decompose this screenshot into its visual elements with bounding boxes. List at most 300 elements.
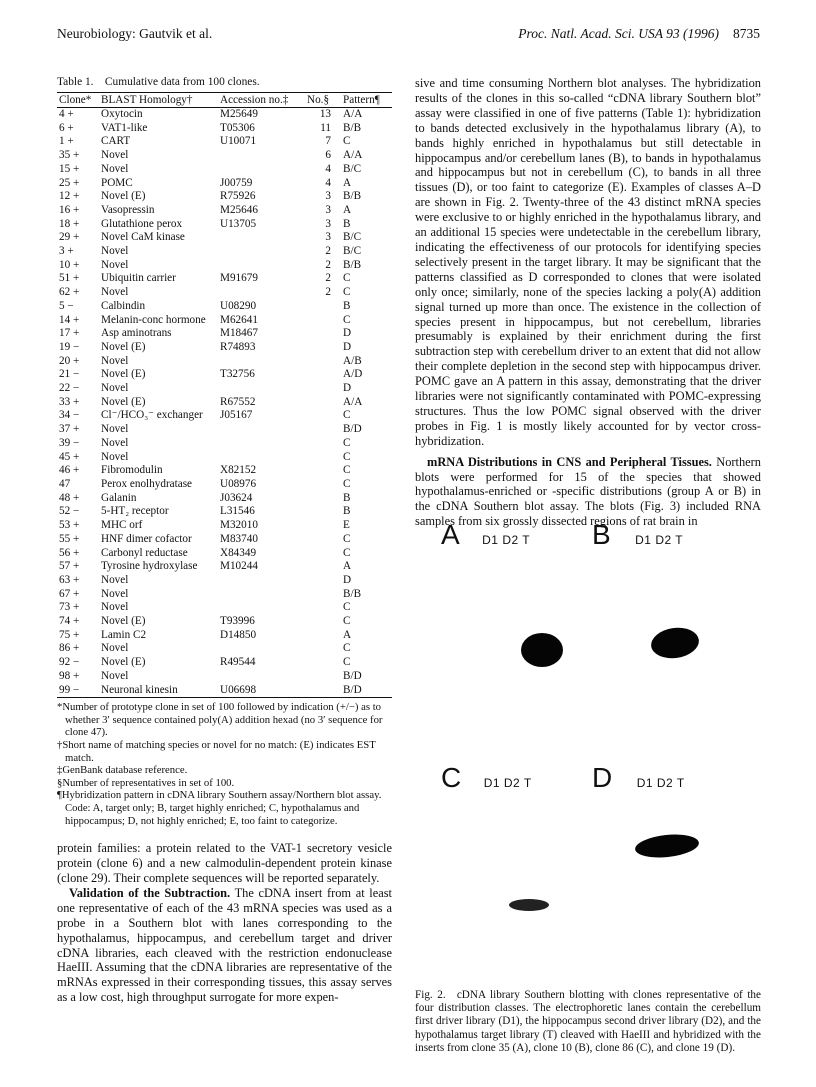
footnote: ¶Hybridization pattern in cDNA library Southern assay/Northern blot assay. Code: A, target only; B, target highly enriched; C, hypothalamus and hippocampus; D, not highly enriched; E, too faint to categorize. (57, 789, 382, 827)
cell-homology: Novel (E) (101, 656, 146, 669)
col-header-pattern: Pattern¶ (333, 93, 392, 108)
cell-accession: R49544 (220, 656, 256, 669)
cell-clone: 14 + (59, 313, 80, 326)
table-row (57, 108, 392, 122)
table-row (57, 231, 392, 245)
cell-homology: HNF dimer cofactor (101, 532, 192, 545)
cell-clone: 74 + (59, 615, 80, 628)
section-heading: Validation of the Subtraction. (69, 885, 231, 900)
cell-clone: 17 + (59, 327, 80, 340)
cell-accession: M25646 (220, 203, 258, 216)
cell-homology: Novel (101, 149, 129, 162)
cell-accession: J05167 (220, 409, 253, 422)
cell-homology: Vasopressin (101, 203, 155, 216)
cell-accession: M32010 (220, 519, 258, 532)
cell-homology: Novel (101, 642, 129, 655)
cell-number: 4 (325, 162, 331, 175)
cell-homology: 5-HT₂ receptor (101, 505, 169, 518)
cell-homology: Melanin-conc hormone (101, 313, 206, 326)
table-row (57, 396, 392, 410)
cell-clone: 48 + (59, 491, 80, 504)
cell-pattern: B/B (343, 190, 362, 203)
cell-pattern: C (343, 532, 351, 545)
panel-letter: D (592, 762, 613, 793)
cell-clone: 57 + (59, 560, 80, 573)
cell-homology: Novel (E) (101, 190, 146, 203)
table-row (57, 519, 392, 533)
cell-homology: Novel (101, 258, 129, 271)
table-row (57, 286, 392, 300)
paragraph: protein families: a protein related to the VAT-1 secretory vesicle protein (clone 6) and a new calmodulin-dependent protein kinase (clone 29). Their complete sequences will be reported separately. (57, 841, 392, 885)
table-row (57, 272, 392, 286)
cell-homology: Novel (101, 162, 129, 175)
cell-accession: U08290 (220, 299, 257, 312)
cell-pattern: D (343, 382, 352, 395)
band-b-target (649, 625, 701, 661)
cell-number (305, 574, 333, 588)
cell-clone: 86 + (59, 642, 80, 655)
section-heading: mRNA Distributions in CNS and Peripheral Tissues. (427, 454, 712, 469)
cell-number (305, 560, 333, 574)
cell-accession (218, 574, 305, 588)
cell-number (305, 642, 333, 656)
lane-labels: D1 D2 T (635, 533, 684, 547)
cell-accession: M91679 (220, 272, 258, 285)
cell-homology: CART (101, 135, 131, 148)
cell-clone: 45 + (59, 450, 80, 463)
cell-number (305, 451, 333, 465)
cell-accession (218, 437, 305, 451)
cell-clone: 4 + (59, 108, 74, 120)
cell-number: 3 (325, 231, 331, 244)
cell-accession: M25649 (220, 108, 258, 120)
cell-number (305, 355, 333, 369)
left-body-text (57, 841, 392, 1005)
panel-letter: A (441, 519, 460, 550)
cell-pattern: D (343, 327, 352, 340)
table-row (57, 341, 392, 355)
cell-pattern: D (343, 340, 352, 353)
cell-clone: 73 + (59, 601, 80, 614)
cell-clone: 16 + (59, 203, 80, 216)
cell-clone: 47 (59, 477, 71, 490)
cell-clone: 67 + (59, 587, 80, 600)
cell-homology: Neuronal kinesin (99, 684, 218, 698)
cell-homology: Tyrosine hydroxylase (101, 560, 198, 573)
cell-number (305, 341, 333, 355)
table-row (57, 177, 392, 191)
table-row (57, 560, 392, 574)
cell-homology: Novel (101, 286, 129, 299)
cell-accession: R75926 (220, 190, 256, 203)
cell-number: 2 (325, 245, 331, 258)
cell-accession: T32756 (220, 368, 255, 381)
cell-accession (218, 601, 305, 615)
table-row (57, 149, 392, 163)
table-row (57, 437, 392, 451)
cell-homology: Lamin C2 (101, 628, 147, 641)
cell-accession: R74893 (220, 340, 256, 353)
cell-accession: U08976 (220, 477, 257, 490)
cell-homology: Carbonyl reductase (101, 546, 188, 559)
cell-pattern: A/A (343, 149, 363, 162)
cell-number: 3 (325, 190, 331, 203)
cell-number (305, 615, 333, 629)
cell-homology: Oxytocin (101, 108, 143, 120)
cell-accession (218, 259, 305, 273)
cell-number (305, 409, 333, 423)
cell-clone: 15 + (59, 162, 80, 175)
cell-homology: Novel (101, 382, 129, 395)
cell-homology: Fibromodulin (101, 464, 163, 477)
cell-number: 6 (325, 149, 331, 162)
cell-accession: D14850 (220, 628, 257, 641)
table-row (57, 163, 392, 177)
cell-clone: 46 + (59, 464, 80, 477)
cell-pattern: C (343, 272, 351, 285)
cell-number (305, 519, 333, 533)
cell-accession (218, 245, 305, 259)
cell-number (305, 464, 333, 478)
paragraph: mRNA Distributions in CNS and Peripheral Tissues. Northern blots were performed for 15 of the species that showed hypothalamus-enriched or -specific distributions (group A or B) in the cDNA Southern blot assay. The blots (Fig. 3) included RNA samples from six grossly dissected regions of rat brain in (415, 454, 761, 529)
cell-accession: R67552 (220, 395, 256, 408)
cell-number (305, 547, 333, 561)
panel-letter: B (592, 519, 611, 550)
right-body-text (415, 76, 761, 529)
cell-clone: 5 − (59, 299, 74, 312)
figure-caption: Fig. 2. cDNA library Southern blotting with clones representative of the four distribution classes. The electrophoretic lanes contain the cerebellum first driver library (D1), the hippocampus second driver library (D2), and the hypothalamus target library (T) cleaved with HaeIII and hybridized with the inserts from clone 35 (A), clone 10 (B), clone 86 (C), and clone 19 (D). (415, 989, 761, 1054)
cell-homology: VAT1-like (101, 121, 148, 134)
cell-pattern: C (343, 615, 351, 628)
cell-clone: 25 + (59, 176, 80, 189)
cell-number: 3 (325, 217, 331, 230)
cell-accession: U13705 (220, 217, 257, 230)
cell-number (305, 533, 333, 547)
cell-accession (218, 355, 305, 369)
cell-clone: 12 + (59, 190, 80, 203)
table-row (57, 423, 392, 437)
right-column (415, 76, 761, 529)
cell-accession (218, 163, 305, 177)
cell-pattern: A/B (343, 354, 362, 367)
table-row (57, 492, 392, 506)
band-c (509, 899, 549, 911)
lane-labels: D1 D2 T (482, 533, 531, 547)
cell-clone: 6 + (59, 121, 74, 134)
cell-pattern: C (343, 601, 351, 614)
cell-accession: M10244 (220, 560, 258, 573)
table-row (57, 122, 392, 136)
cell-number (305, 588, 333, 602)
cell-pattern: C (343, 450, 351, 463)
cell-clone: 99 − (57, 684, 99, 698)
cell-pattern: B/B (343, 258, 362, 271)
panel-a (441, 519, 530, 551)
cell-pattern: C (343, 286, 351, 299)
cell-number (305, 629, 333, 643)
cell-pattern: B/C (343, 162, 362, 175)
cell-homology: MHC orf (101, 519, 143, 532)
table-row (57, 588, 392, 602)
cell-clone: 19 − (59, 340, 80, 353)
cell-homology: Novel (101, 354, 129, 367)
footnote: §Number of representatives in set of 100. (57, 776, 235, 789)
cell-accession: M62641 (220, 313, 258, 326)
cell-number: 13 (319, 108, 331, 120)
cell-clone: 62 + (59, 286, 80, 299)
cell-pattern: A/A (343, 395, 363, 408)
cell-homology: Asp aminotrans (101, 327, 172, 340)
cell-accession (218, 642, 305, 656)
cell-accession: M83740 (220, 532, 258, 545)
cell-pattern: B (343, 491, 351, 504)
cell-number: 7 (325, 135, 331, 148)
table-caption: Table 1. Cumulative data from 100 clones. (57, 76, 260, 88)
cell-clone: 55 + (59, 532, 80, 545)
cell-pattern: E (343, 519, 350, 532)
cell-number (305, 601, 333, 615)
cell-number (305, 684, 333, 698)
band-a-target (521, 633, 563, 667)
cell-homology: Perox enolhydratase (101, 477, 193, 490)
cell-clone: 29 + (59, 231, 80, 244)
table-row (57, 547, 392, 561)
col-header-homology: BLAST Homology† (99, 93, 218, 108)
panel-b (592, 519, 683, 551)
running-head: Neurobiology: Gautvik et al. (57, 26, 213, 41)
cell-number (305, 314, 333, 328)
cell-homology: Galanin (101, 491, 137, 504)
table-row (57, 629, 392, 643)
cell-number: 2 (325, 272, 331, 285)
cell-homology: Novel (E) (101, 340, 146, 353)
cell-homology: Novel (101, 669, 129, 682)
cell-pattern: B (343, 505, 351, 518)
cell-clone: 34 − (59, 409, 80, 422)
footnote: ‡GenBank database reference. (57, 764, 188, 777)
table-row (57, 135, 392, 149)
cell-accession (218, 382, 305, 396)
cell-clone: 35 + (59, 149, 80, 162)
cell-pattern: C (343, 409, 351, 422)
cell-pattern: C (343, 313, 351, 326)
cell-homology: Glutathione perox (101, 217, 183, 230)
cell-pattern: C (343, 477, 351, 490)
panel-letter: C (441, 762, 462, 793)
table-row (57, 204, 392, 218)
page-number: 8735 (733, 26, 760, 41)
cell-clone: 21 − (59, 368, 80, 381)
cell-homology: POMC (101, 176, 133, 189)
paragraph: sive and time consuming Northern blot analyses. The hybridization results of the clones in this so-called “cDNA library Southern blot” assay were classified in one of five patterns (Table 1): hybridization to bands detected exclusively in the hypothalamus library (A), to bands highly enriched in hypothalamus but still detectable in hippocampus and/or cerebellum lanes (B), to bands in hypothalamus and hippocampus but not in cerebellum (C), to bands in all three tissues (D), or too faint to categorize (E). Examples of classes A–D are shown in Fig. 2. Twenty-three of the 43 distinct mRNA species were exclusive to or highly enriched in the hypothalamus library, and an additional 15 species were undetectable in the cerebellum library, indicating the effectiveness of our protocols for identifying species selectively present in the target library. It may be significant that the patterns classified as D corresponded to clones that were isolated only once; similarly, none of the species lacking a poly(A) addition signal turned up more than once. The existence in the collection of species present in hippocampus, but not cerebellum, libraries presumably is explained by their enrichment during the first subtraction step with cerebellum driver to an extent that did not allow their complete depletion in the second step with hippocampus driver. POMC gave an A pattern in this assay, demonstrating that the driver libraries were not significantly contaminated with POMC-expressing structures. Thus the low POMC signal observed with the driver probes in Fig. 1 is mostly likely accounted for by vector cross-hybridization. (415, 76, 761, 448)
cell-pattern: A/A (343, 108, 363, 120)
cell-pattern: B/B (343, 121, 362, 134)
table-row (57, 615, 392, 629)
cell-accession: J00759 (220, 176, 253, 189)
cell-pattern: C (343, 656, 351, 669)
cell-pattern: A (343, 176, 352, 189)
clone-table (57, 92, 392, 698)
cell-clone: 39 − (59, 436, 80, 449)
cell-pattern: D (343, 573, 352, 586)
lane-labels: D1 D2 T (483, 776, 532, 790)
cell-accession: T93996 (220, 615, 255, 628)
col-header-number: No.§ (305, 93, 333, 108)
cell-number (305, 670, 333, 684)
cell-number (305, 327, 333, 341)
table-row (57, 314, 392, 328)
table-row (57, 190, 392, 204)
panel-d (592, 762, 685, 794)
cell-pattern: B/D (343, 423, 362, 436)
band-d-target (634, 832, 700, 861)
cell-homology: Novel CaM kinase (101, 231, 185, 244)
panel-c (441, 762, 532, 794)
table-row (57, 684, 392, 698)
cell-pattern: B/B (343, 587, 362, 600)
cell-pattern: A/D (343, 368, 363, 381)
cell-number: 2 (325, 286, 331, 299)
cell-pattern: C (343, 642, 351, 655)
cell-homology: Novel (101, 601, 129, 614)
cell-accession: T05306 (220, 121, 255, 134)
cell-number (305, 300, 333, 314)
cell-homology: Novel (101, 245, 129, 258)
cell-number (305, 423, 333, 437)
table-footnotes (57, 701, 392, 827)
table-header-row (57, 93, 392, 108)
cell-accession (218, 286, 305, 300)
cell-pattern: A (343, 628, 352, 641)
cell-pattern: B/C (343, 245, 362, 258)
cell-homology: Novel (E) (101, 368, 146, 381)
cell-homology: Novel (101, 587, 129, 600)
cell-number (305, 382, 333, 396)
cell-pattern: A (343, 203, 352, 216)
cell-homology: Novel (101, 450, 129, 463)
cell-number (305, 505, 333, 519)
cell-clone: 51 + (59, 272, 80, 285)
table-row (57, 533, 392, 547)
cell-accession (218, 670, 305, 684)
cell-pattern: B/C (343, 231, 362, 244)
cell-accession: X82152 (220, 464, 257, 477)
col-header-clone: Clone* (57, 93, 99, 108)
table-row (57, 259, 392, 273)
table-row (57, 478, 392, 492)
cell-clone: 52 − (59, 505, 80, 518)
cell-clone: 20 + (59, 354, 80, 367)
cell-homology: Novel (101, 436, 129, 449)
cell-pattern: C (343, 135, 351, 148)
cell-clone: 10 + (59, 258, 80, 271)
journal-citation (518, 26, 760, 42)
cell-pattern: B/D (333, 684, 392, 698)
cell-pattern: C (343, 436, 351, 449)
cell-homology: Calbindin (101, 299, 146, 312)
cell-pattern: B (343, 299, 351, 312)
cell-pattern: B (343, 217, 351, 230)
table-row (57, 218, 392, 232)
cell-accession: M18467 (220, 327, 258, 340)
cell-homology: Ubiquitin carrier (101, 272, 176, 285)
cell-clone: 3 + (59, 245, 74, 258)
table-row (57, 464, 392, 478)
cell-accession (218, 423, 305, 437)
cell-clone: 22 − (59, 382, 80, 395)
lane-labels: D1 D2 T (636, 776, 685, 790)
cell-pattern: C (343, 546, 351, 559)
table-row (57, 409, 392, 423)
paragraph: Validation of the Subtraction. The cDNA insert from at least one representative of each of the 43 mRNA species was used as a probe in a Southern blot with lanes corresponding to the hypothalamus, hippocampus, and cerebellum target and driver cDNA libraries, each cleaved with the restriction endonuclease HaeIII. Assuming that the cDNA libraries are representative of the mRNAs expressed in their corresponding tissues, this assay serves as a low cost, high throughput surrogate for more expen- (57, 885, 392, 1005)
cell-clone: 63 + (59, 573, 80, 586)
cell-accession: U06698 (218, 684, 305, 698)
table-row (57, 656, 392, 670)
journal-name: Proc. Natl. Acad. Sci. USA 93 (1996) (518, 26, 719, 41)
cell-clone: 18 + (59, 217, 80, 230)
cell-number: 2 (325, 258, 331, 271)
table-row (57, 368, 392, 382)
table-row (57, 574, 392, 588)
cell-clone: 1 + (59, 135, 74, 148)
cell-homology: Novel (E) (101, 395, 146, 408)
cell-accession: X84349 (220, 546, 257, 559)
cell-pattern: B/D (343, 669, 362, 682)
cell-number (305, 492, 333, 506)
table-row (57, 327, 392, 341)
cell-number (305, 656, 333, 670)
cell-accession: L31546 (220, 505, 255, 518)
cell-number (305, 396, 333, 410)
table-row (57, 300, 392, 314)
table-row (57, 451, 392, 465)
figure-2-blot (415, 519, 761, 919)
cell-accession: J03624 (220, 491, 253, 504)
footnote: †Short name of matching species or novel for no match: (E) indicates EST match. (57, 739, 376, 764)
table-row (57, 505, 392, 519)
cell-accession (218, 231, 305, 245)
cell-number: 3 (325, 203, 331, 216)
cell-accession (218, 451, 305, 465)
cell-homology: Novel (101, 573, 129, 586)
cell-clone: 53 + (59, 519, 80, 532)
cell-accession: U10071 (220, 135, 257, 148)
cell-clone: 33 + (59, 395, 80, 408)
table-row (57, 245, 392, 259)
cell-number: 4 (325, 176, 331, 189)
table-row (57, 601, 392, 615)
cell-number (305, 437, 333, 451)
cell-homology: Cl⁻/HCO₃⁻ exchanger (101, 409, 203, 422)
table-row (57, 355, 392, 369)
cell-pattern: C (343, 464, 351, 477)
cell-accession (218, 588, 305, 602)
cell-pattern: A (343, 560, 352, 573)
cell-clone: 98 + (59, 669, 80, 682)
cell-clone: 56 + (59, 546, 80, 559)
cell-clone: 75 + (59, 628, 80, 641)
cell-number (305, 478, 333, 492)
cell-clone: 37 + (59, 423, 80, 436)
cell-clone: 92 − (59, 656, 80, 669)
footnote: *Number of prototype clone in set of 100 followed by indication (+/−) as to whether 3′ sequence contained poly(A) addition hexad (no 3′ sequence for clone 47). (57, 701, 383, 739)
table-row (57, 382, 392, 396)
left-column (57, 76, 392, 1005)
col-header-accession: Accession no.‡ (218, 93, 305, 108)
cell-number (305, 368, 333, 382)
table-row (57, 642, 392, 656)
cell-number: 11 (320, 121, 331, 134)
